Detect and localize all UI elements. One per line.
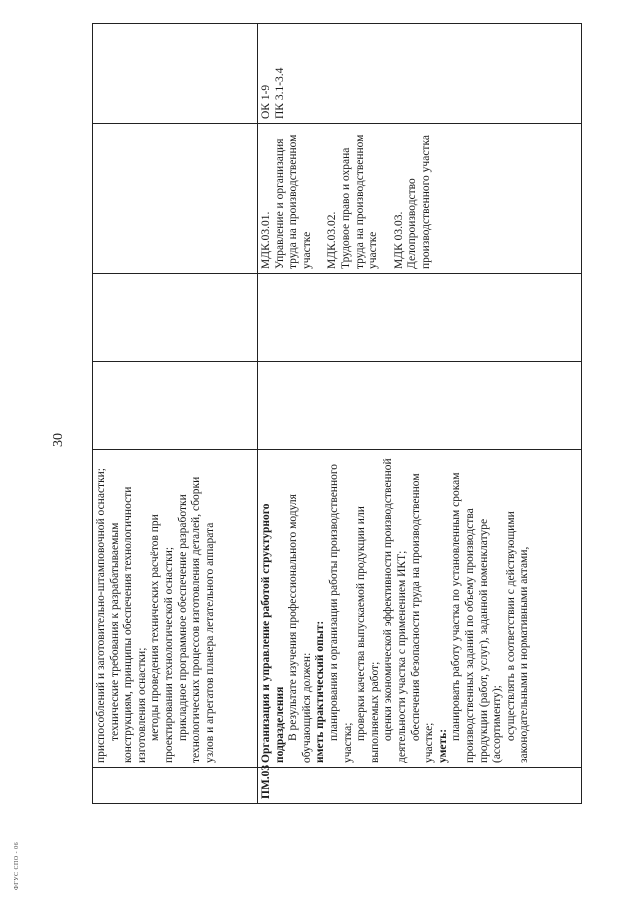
table-cell-empty xyxy=(93,274,258,362)
mdk-code: МДК.03.01. xyxy=(260,211,272,269)
content-line: технические требования к разрабатываемым конструкциям, принципы обеспечения технологичности изготовления оснастки; xyxy=(108,486,148,763)
module-intro: В результате изучения профессионального модуля обучающийся должен: xyxy=(287,494,313,763)
skill-item: осуществлять в соответствии с действующими законодательными и нормативными актами, xyxy=(504,511,531,763)
skills-label: уметь: xyxy=(436,728,449,763)
practice-label: иметь практический опыт: xyxy=(314,620,327,763)
footer-code: ФГУС СПО - 06 xyxy=(14,841,20,890)
page-number: 30 xyxy=(51,433,66,447)
content-line: прикладное программное обеспечение разработки технологических процессов изготовления деталей, сборки узлов и агрегатов планера летательного аппарата xyxy=(176,476,216,763)
module-title: Организация и управление работой структурного подразделения xyxy=(260,503,286,763)
practice-item: планирования и организации работы производственного участка; xyxy=(327,463,354,763)
mdk-code: МДК 03.03. xyxy=(392,211,405,269)
skill-item: планировать работу участка по установленным срокам производственных заданий по объему производства продукции (работ, услуг), заданной номенклатуре (ассортименту); xyxy=(450,472,504,763)
table-cell-empty xyxy=(93,24,258,124)
mdk-name: Делопроизводство производственного участка xyxy=(406,135,432,269)
module-code: ПМ.03 xyxy=(258,768,582,804)
table-cell-content xyxy=(93,450,258,768)
competencies-cell xyxy=(258,24,582,124)
table-cell-empty xyxy=(258,362,582,450)
rotated-page-content xyxy=(92,24,582,804)
mdk-name: Трудовое право и охрана труда на производственном участке xyxy=(339,134,380,269)
content-line: методы проведения технических расчётов при проектировании технологической оснастки; xyxy=(149,514,175,763)
curriculum-table-wrapper xyxy=(92,24,582,804)
table-row xyxy=(258,24,582,804)
table-cell-empty xyxy=(93,362,258,450)
mdk-cell xyxy=(258,124,582,274)
mdk-name: Управление и организация труда на производственном участке xyxy=(273,134,313,269)
competency-item: ПК 3.1-3.4 xyxy=(273,67,286,119)
table-cell-content xyxy=(258,450,582,768)
mdk-code: МДК.03.02. xyxy=(326,211,339,269)
table-row xyxy=(93,24,258,804)
table-cell-code xyxy=(93,768,258,804)
content-line: приспособлений и заготовительно-штамповочной оснастки; xyxy=(95,467,107,763)
competency-item: ОК 1-9 xyxy=(260,84,272,119)
table-cell-empty xyxy=(93,124,258,274)
table-cell-empty xyxy=(258,274,582,362)
practice-item: обеспечения безопасности труда на производственном участке; xyxy=(409,473,436,763)
practice-item: оценки экономической эффективности производственной деятельности участка с применением ИКТ; xyxy=(382,458,408,763)
curriculum-table xyxy=(92,23,582,804)
practice-item: проверки качества выпускаемой продукции или выполняемых работ; xyxy=(355,506,381,763)
